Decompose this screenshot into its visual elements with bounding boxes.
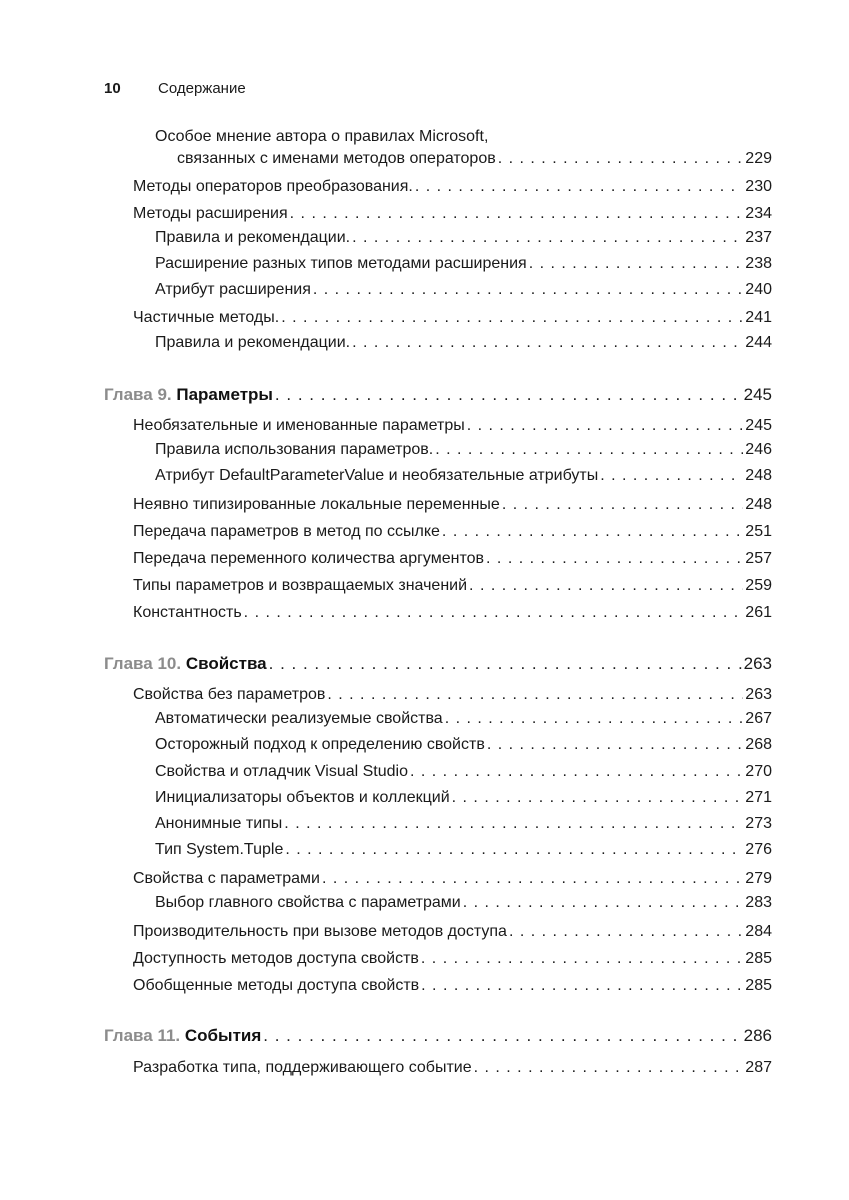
toc-entry-text: Анонимные типы: [155, 815, 283, 832]
toc-entry[interactable]: [104, 976, 772, 996]
toc-entry[interactable]: [104, 280, 772, 300]
leader-dots: [452, 788, 744, 808]
leader-dots: [275, 385, 742, 405]
leader-dots: [529, 254, 744, 274]
leader-dots: [285, 840, 743, 860]
toc-entry-page: 229: [745, 150, 772, 167]
toc-entry-page: 285: [745, 950, 772, 967]
toc-entry[interactable]: [104, 495, 772, 515]
toc-entry-page: 234: [745, 205, 772, 222]
toc-entry-text: Автоматически реализуемые свойства: [155, 710, 443, 727]
chapter-title: События: [184, 1026, 262, 1045]
toc-entry-page: 279: [745, 870, 772, 887]
toc-entry-page: 285: [745, 977, 772, 994]
toc-entry[interactable]: [104, 177, 772, 197]
toc-entry[interactable]: [104, 308, 772, 328]
toc-entry-text: Тип System.Tuple: [155, 841, 284, 858]
toc-entry-page: 286: [743, 1026, 772, 1045]
chapter-number: Глава 11.: [104, 1026, 181, 1045]
leader-dots: [322, 869, 743, 889]
toc-entry-text: Константность: [133, 604, 242, 621]
leader-dots: [284, 814, 743, 834]
toc-entry-text: Разработка типа, поддерживающего событие: [133, 1059, 472, 1076]
toc-entry-text: Свойства и отладчик Visual Studio: [155, 763, 408, 780]
toc-entry-text: Методы операторов преобразования.: [133, 178, 413, 195]
leader-dots: [281, 308, 743, 328]
toc-entry-page: 259: [745, 577, 772, 594]
toc-entry[interactable]: [104, 333, 772, 353]
toc-entry-page: 248: [745, 467, 772, 484]
toc-entry-text: Осторожный подход к определению свойств: [155, 736, 485, 753]
leader-dots: [442, 522, 743, 542]
leader-dots: [486, 549, 743, 569]
toc-entry[interactable]: [104, 685, 772, 705]
toc-entry-text: Типы параметров и возвращаемых значений: [133, 577, 468, 594]
toc-entry[interactable]: [104, 893, 772, 913]
toc-entry-page: 287: [745, 1059, 772, 1076]
leader-dots: [502, 495, 743, 515]
toc-entry-text: Неявно типизированные локальные переменные: [133, 496, 500, 513]
leader-dots: [487, 735, 743, 755]
leader-dots: [600, 466, 743, 486]
toc-entry-page: 284: [745, 923, 772, 940]
page-header: [104, 80, 246, 97]
toc-entry-page: 245: [745, 417, 772, 434]
toc-entry[interactable]: [104, 709, 772, 729]
toc-entry-page: 238: [745, 255, 772, 272]
leader-dots: [421, 949, 743, 969]
toc-entry-page: 263: [743, 654, 772, 673]
toc-entry-page: 230: [745, 178, 772, 195]
leader-dots: [509, 922, 743, 942]
toc-chapter-9[interactable]: [104, 385, 772, 405]
toc-entry-page: 241: [745, 309, 772, 326]
toc-entry-text: Производительность при вызове методов доступа: [133, 923, 507, 940]
leader-dots: [269, 654, 742, 674]
leader-dots: [352, 333, 743, 353]
toc-entry-text: Расширение разных типов методами расширения: [155, 255, 527, 272]
toc-entry-page: 276: [745, 841, 772, 858]
toc-entry[interactable]: [104, 440, 772, 460]
toc-entry[interactable]: [104, 869, 772, 889]
toc-entry-text: Необязательные и именованные параметры: [133, 417, 465, 434]
toc-entry-page: 273: [745, 815, 772, 832]
toc-entry-page: 263: [745, 686, 772, 703]
toc-entry[interactable]: [104, 549, 772, 569]
chapter-title: Свойства: [185, 654, 267, 673]
toc-entry-text: Инициализаторы объектов и коллекций: [155, 789, 450, 806]
chapter-title: Параметры: [176, 385, 273, 404]
toc-entry[interactable]: [104, 416, 772, 436]
page-number: 10: [104, 80, 121, 97]
leader-dots: [352, 228, 743, 248]
toc-entry[interactable]: [104, 762, 772, 782]
toc-entry[interactable]: [104, 1058, 772, 1078]
toc-entry[interactable]: [104, 576, 772, 596]
toc-entry-page: 257: [745, 550, 772, 567]
toc-entry-text: Обобщенные методы доступа свойств: [133, 977, 420, 994]
toc-entry[interactable]: [104, 788, 772, 808]
toc-entry-text: Передача параметров в метод по ссылке: [133, 523, 440, 540]
toc-entry-page: 268: [745, 736, 772, 753]
leader-dots: [435, 440, 743, 460]
toc-entry-text: Свойства с параметрами: [133, 870, 320, 887]
leader-dots: [474, 1058, 744, 1078]
toc-entry-text: Частичные методы.: [133, 309, 280, 326]
toc-entry-page: 240: [745, 281, 772, 298]
toc-entry[interactable]: [104, 522, 772, 542]
toc-entry-page: 245: [743, 385, 772, 404]
leader-dots: [469, 576, 743, 596]
toc-entry-text: Правила и рекомендации.: [155, 229, 351, 246]
chapter-number: Глава 9.: [104, 385, 172, 404]
toc-entry-text: Доступность методов доступа свойств: [133, 950, 419, 967]
leader-dots: [498, 149, 744, 169]
toc-entry-text: связанных с именами методов операторов: [177, 150, 496, 167]
leader-dots: [467, 416, 744, 436]
leader-dots: [445, 709, 744, 729]
toc-entry-page: 261: [745, 604, 772, 621]
toc-chapter-10[interactable]: [104, 654, 772, 674]
toc-entry-text: Передача переменного количества аргументов: [133, 550, 485, 567]
leader-dots: [313, 280, 743, 300]
toc-entry-text: Свойства без параметров: [133, 686, 326, 703]
toc-entry-text: Правила и рекомендации.: [155, 334, 351, 351]
leader-dots: [410, 762, 743, 782]
toc-entry-text: Правила использования параметров.: [155, 441, 434, 458]
running-title: Содержание: [158, 80, 246, 97]
toc-entry[interactable]: [104, 466, 772, 486]
leader-dots: [421, 976, 743, 996]
toc-entry[interactable]: [104, 254, 772, 274]
toc-entry[interactable]: [104, 949, 772, 969]
toc-entry[interactable]: [104, 922, 772, 942]
toc-entry-page: 246: [745, 441, 772, 458]
leader-dots: [415, 177, 743, 197]
leader-dots: [263, 1026, 741, 1046]
toc-entry-page: 251: [745, 523, 772, 540]
leader-dots: [463, 893, 744, 913]
toc-entry[interactable]: [104, 204, 772, 224]
toc-entry[interactable]: [104, 735, 772, 755]
toc-entry-text: Методы расширения: [133, 205, 288, 222]
toc-entry[interactable]: [104, 840, 772, 860]
toc-entry[interactable]: [126, 149, 772, 169]
toc-entry-page: 270: [745, 763, 772, 780]
toc-entry[interactable]: [104, 228, 772, 248]
toc-entry-page: 244: [745, 334, 772, 351]
leader-dots: [327, 685, 743, 705]
leader-dots: [244, 603, 744, 623]
chapter-number: Глава 10.: [104, 654, 182, 673]
toc-entry-line1: Особое мнение автора о правилах Microsoft,: [155, 128, 489, 145]
toc-entry-page: 248: [745, 496, 772, 513]
toc-entry-page: 267: [745, 710, 772, 727]
toc-entry[interactable]: [104, 814, 772, 834]
toc-entry-text: Выбор главного свойства с параметрами: [155, 894, 461, 911]
toc-chapter-11[interactable]: [104, 1026, 772, 1046]
leader-dots: [290, 204, 744, 224]
toc-entry-text: Атрибут DefaultParameterValue и необязательные атрибуты: [155, 467, 599, 484]
toc-entry-page: 237: [745, 229, 772, 246]
toc-entry-page: 271: [745, 789, 772, 806]
toc-entry-page: 283: [745, 894, 772, 911]
toc-entry[interactable]: [104, 603, 772, 623]
toc-entry-text: Атрибут расширения: [155, 281, 311, 298]
